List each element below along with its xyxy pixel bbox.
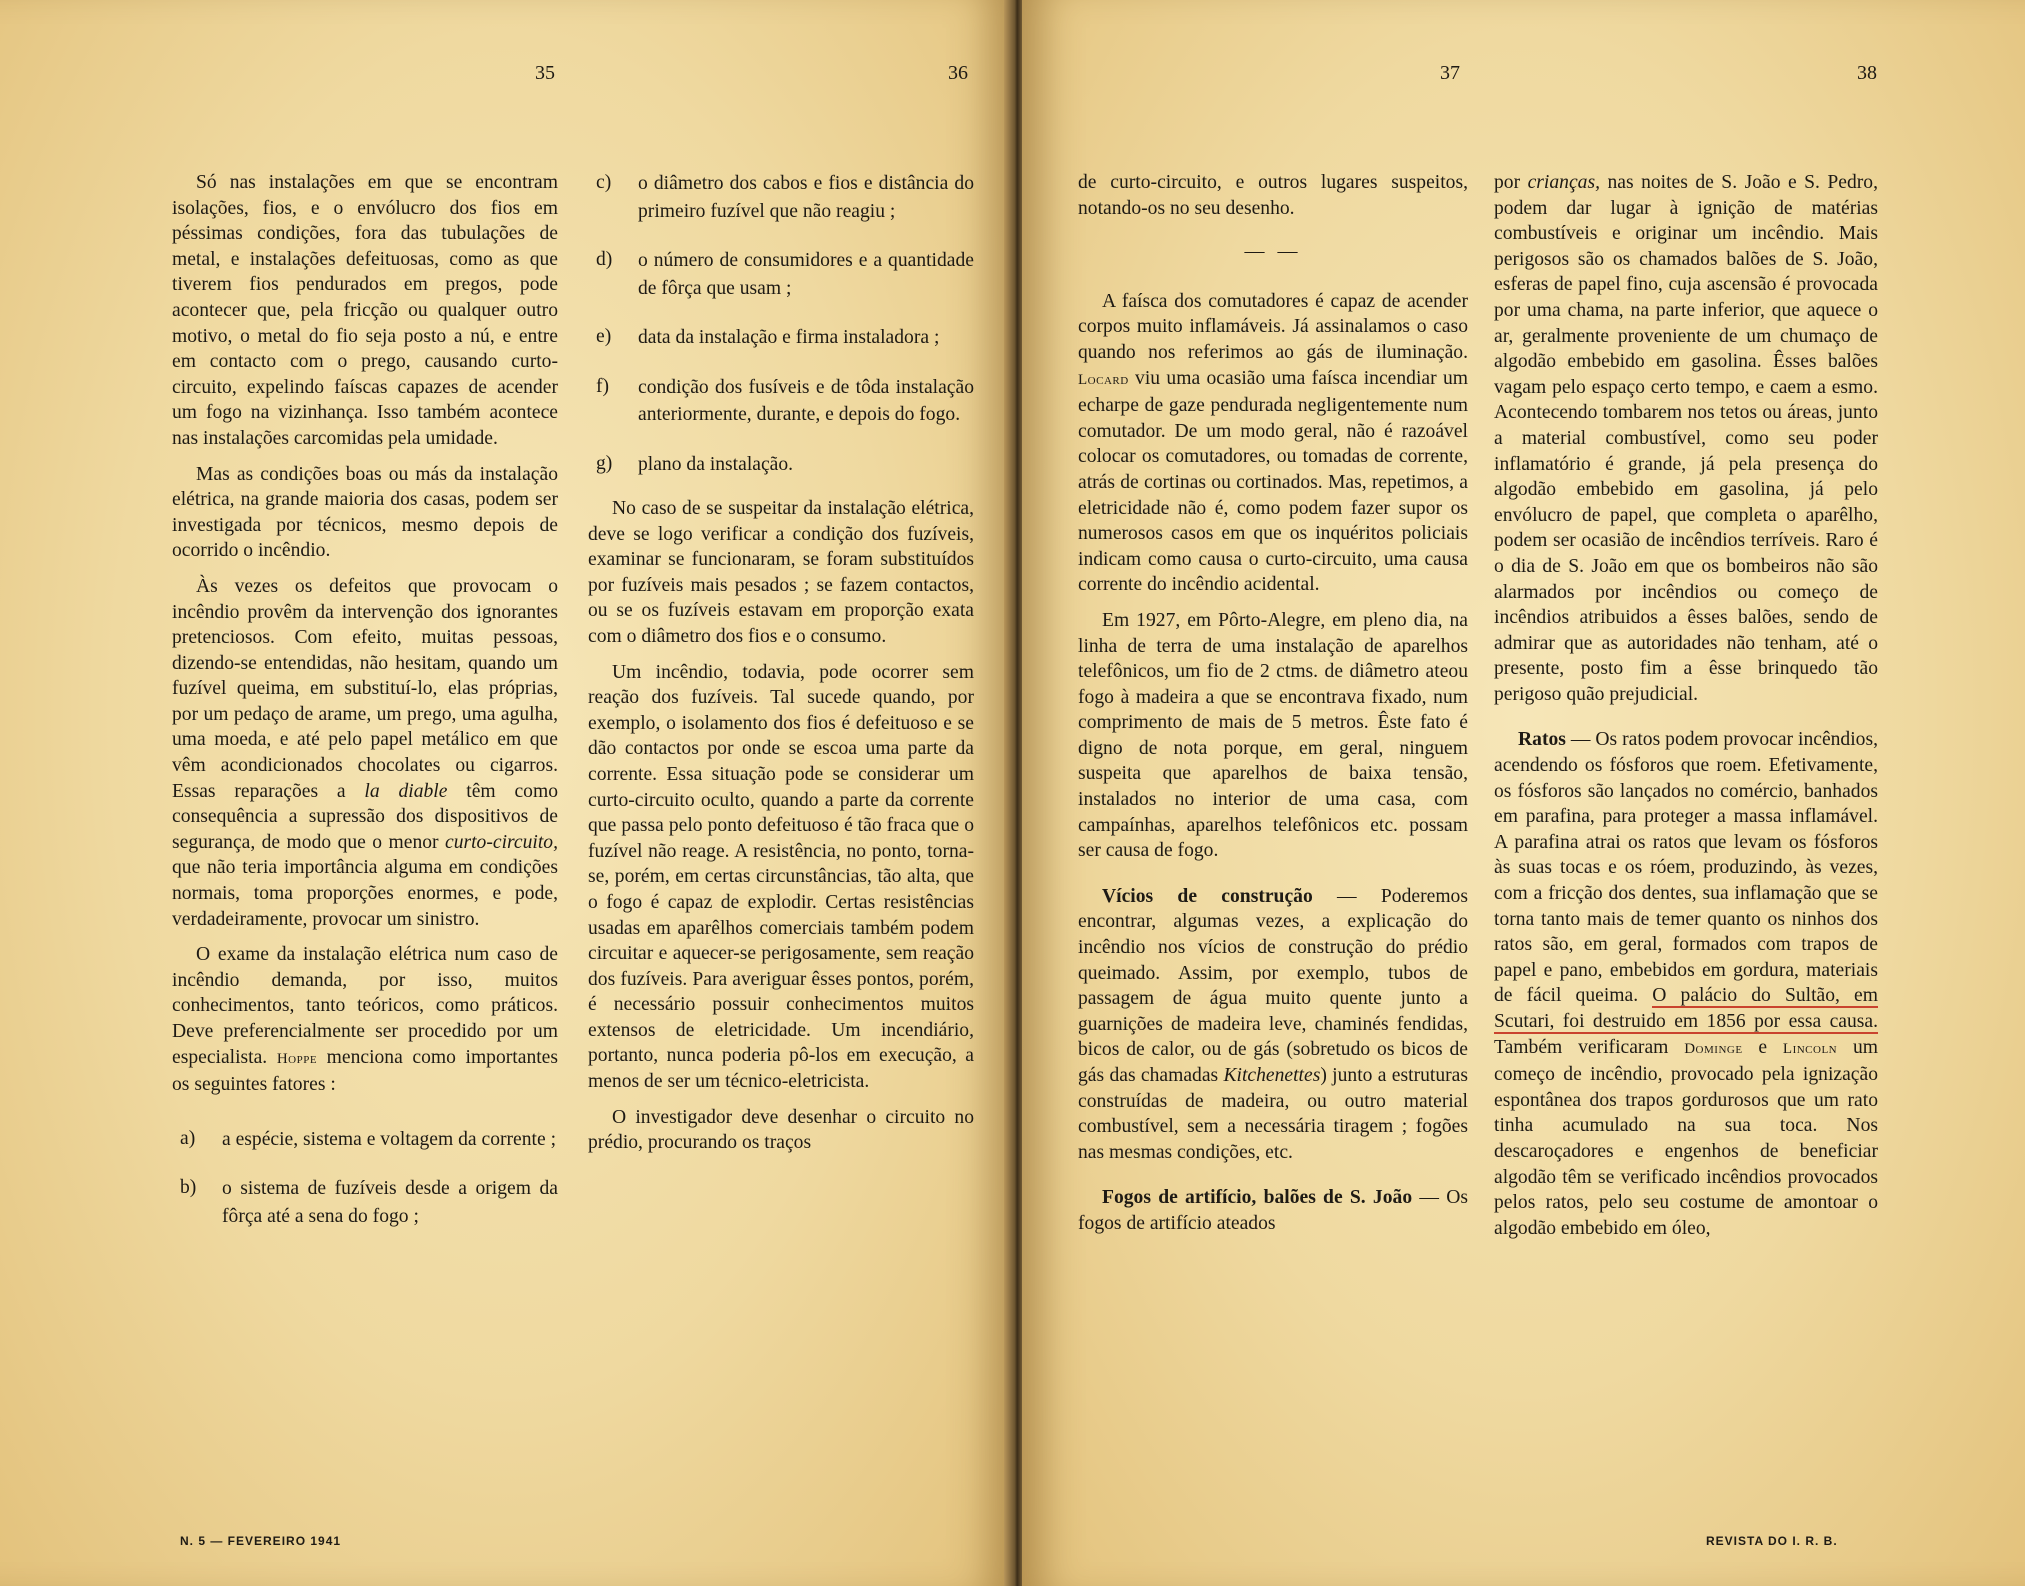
section-divider: — — [1244,240,1302,263]
author-name: Lincoln [1782,1040,1838,1057]
paragraph: Mas as condições boas ou más da instalação elétrica, na grande maioria dos casas, podem ser investigada por técnicos, mesmo depois de ocorrido o incêndio. [172,463,558,562]
list-item: b) o sistema de fuzíveis desde a origem da fôrça até a sena do fogo ; [180,1177,558,1227]
footer-issue: N. 5 — FEVEREIRO 1941 [180,1534,342,1548]
page-number-35: 35 [535,62,555,84]
list-item: c) o diâmetro dos cabos e fios e distância do primeiro fuzível que não reagiu ; [596,172,974,222]
paragraph: Vícios de construção — Poderemos encontrar, algumas vezes, a explicação do incêndio nos vícios de construção do prédio queimado. Assim, por exemplo, tubos de passagem de água muito quente junto a guarnições de madeira leve, chaminés fendidas, bicos de calor, ou de gás (sobretudo os bicos de gás das chamadas Kitchenettes) junto a estruturas construídas de madeira, ou outro material combustível, sem a necessária tiragem ; fogões nas mesmas condições, etc. [1078,885,1468,1163]
list-item: f) condição dos fusíveis e de tôda instalação anteriormente, durante, e depois do fogo. [596,375,974,425]
footer-journal: REVISTA DO I. R. B. [1706,1534,1838,1548]
paragraph: A faísca dos comutadores é capaz de acender corpos muito inflamáveis. Já assinalamos o caso quando nos referimos ao gás de iluminação. Locard viu uma ocasião uma faísca incendiar um echarpe de gaze pendurada negligentemente num comutador. De um modo geral, não é razoável colocar os comutadores, ou tomadas de corrente, atrás de cortinas ou cortinados. Mas, repetimos, a eletricidade não é, como podem fazer supor os numerosos casos em que os inquéritos policiais indicam como causa o curto-circuito, uma causa corrente do incêndio acidental. [1078,290,1468,596]
list-item: d) o número de consumidores e a quantidade de fôrça que usam ; [596,249,974,299]
paragraph: O exame da instalação elétrica num caso de incêndio demanda, por isso, muitos conhecimentos, tanto teóricos, como práticos. Deve preferencialmente ser procedido por um especialista. Hoppe menciona como importantes os seguintes fatores : [172,944,559,1096]
author-name: Locard [1078,371,1129,388]
left-page [0,0,1010,1586]
paragraph: Um incêndio, todavia, pode ocorrer sem reação dos fuzíveis. Tal sucede quando, por exemplo, o isolamento dos fios é defeituoso e se dão contactos por onde se escoa uma parte da corrente. Essa situação pode se considerar um curto-circuito oculto, quando a parte da corrente que passa pelo ponto defeituoso é tão fraca que o fuzível não reage. A resistência, no ponto, torna-se, porém, em certas circunstâncias, tão alta, que o fogo é capaz de explodir. Certas resistências usadas em aparêlhos comerciais também podem circuitar e aquecer-se perigosamente, sem reação dos fuzíveis. Para averiguar êsses pontos, porém, é necessário possuir conhecimentos muitos extensos de eletricidade. Um incendiário, portanto, nunca poderia pô-los em execução, a menos de ser um técnico-eletricista. [588,661,974,1093]
list-item: g) plano da instalação. [596,452,794,475]
paragraph: de curto-circuito, e outros lugares suspeitos, notando-os no seu desenho. [1078,172,1468,219]
paragraph: por crianças, nas noites de S. João e S. Pedro, podem dar lugar à ignição de matérias combustíveis e originar um incêndio. Mais perigosos são os chamados balões de S. João, esferas de papel fino, cuja ascensão é provocada por uma chama, na parte inferior, que aquece o ar, geralmente proveniente de um chumaço de algodão embebido em gasolina. Êsses balões vagam pelo espaço certo tempo, e caem a esmo. Acontecendo tombarem nos tetos ou áreas, junto a material combustível, como seu poder inflamatório é grande, já pela presença do algodão embebido em gasolina, já pelo envólucro de papel, que completa o aparêlho, podem ser ocasião de incêndios terríveis. Raro é o dia de S. João em que os bombeiros não são alarmados por incêndios ou começo de incêndios atribuidos a êsses balões, sendo de admirar que as autoridades não tenham, até o presente, posto fim a êsse brinquedo tão perigoso quão prejudicial. [1494,172,1879,705]
author-name: Hoppe [276,1050,318,1067]
paragraph: O investigador deve desenhar o circuito no prédio, procurando os traços [588,1106,974,1154]
right-page [1022,0,2025,1586]
section-heading: Vícios de construção [1102,885,1313,907]
section-heading: Fogos de artifício, balões de S. João [1102,1187,1413,1209]
paragraph: Fogos de artifício, balões de S. João — Os fogos de artifício ateados [1078,1187,1468,1234]
list-item: a) a espécie, sistema e voltagem da corrente ; [180,1127,557,1150]
paragraph: Ratos — Os ratos podem provocar incêndios, acendendo os fósforos que roem. Efetivamente, os fósforos são lançados no comércio, banhados em parafina, para proteger a massa inflamável. A parafina atrai os ratos que levam os fósforos às suas tocas e os róem, produzindo, às vezes, com a fricção dos dentes, sua inflamação que se torna tanto mais de temer quanto os ninhos dos ratos são, em geral, formados com trapos de papel e pano, embebidos em gordura, materiais de fácil queima. O palácio do Sultão, em Scutari, foi destruido em 1856 por essa causa. Também verificaram Dominge e Lincoln um começo de incêndio, provocado pela ignização espontânea dos trapos gordurosos que um rato tinha acumulado na sua toca. Nos descaroçadores e engenhos de beneficiar algodão têm se verificado incêndios provocados pelos ratos, pelo seu costume de amontoar o algodão embebido em óleo, [1494,729,1878,1239]
list-item: e) data da instalação e firma instaladora ; [596,326,940,348]
paragraph: Em 1927, em Pôrto-Alegre, em pleno dia, na linha de terra de uma instalação de aparelhos telefônicos, um fio de 2 ctms. de diâmetro ateou fogo à madeira a que se encontrava fixado, num comprimento de mais de 5 metros. Êste fato é digno de nota porque, em geral, ninguem suspeita que aparelhos de baixa tensão, instalados no interior de uma casa, com campaínhas, aparelhos telefônicos etc. possam ser causa de fogo. [1078,609,1468,862]
section-heading: Ratos [1518,729,1566,751]
author-name: Dominge [1684,1040,1743,1057]
page-number-36: 36 [948,62,968,84]
underlined-passage: O palácio do Sultão, em Scutari, foi destruido em 1856 por essa causa. [1494,985,1878,1032]
column-page-37 [1078,170,1468,1247]
column-page-38 [1494,170,1878,1251]
page-number-37: 37 [1440,62,1460,84]
column-page-35 [172,170,558,1252]
paragraph: Só nas instalações em que se encontram isolações, fios, e o envólucro dos fios em péssimas condições, fora das tubulações de metal, e instalações defeituosas, como as que tiverem fios pendurados em pregos, pode acontecer que, pela fricção ou qualquer outro motivo, o metal do fio seja posto a nú, e entre em contacto com o prego, causando curto-circuito, expelindo faíscas capazes de acender um fogo na vizinhança. Isso também acontece nas instalações carcomidas pela umidade. [172,172,558,449]
paragraph: No caso de se suspeitar da instalação elétrica, deve se logo verificar a condição dos fuzíveis, examinar se funcionaram, se foram substituídos por fuzíveis mais pesados ; se fazem contactos, ou se os fuzíveis estavam em proporção exata com o diâmetro dos fios e o consumo. [588,498,974,647]
column-page-36 [588,170,974,1166]
paragraph: Às vezes os defeitos que provocam o incêndio provêm da intervenção dos ignorantes pretenciosos. Com efeito, muitas pessoas, dizendo-se entendidas, não hesitam, quando um fuzível queima, em substituí-lo, elas próprias, por um pedaço de arame, um prego, uma agulha, uma moeda, e até pelo papel metálico em que vêm acondicionados chocolates ou cigarros. Essas reparações a la diable têm como consequência a supressão dos dispositivos de segurança, de modo que o menor curto-circuito, que não teria importância alguma em condições normais, toma proporções enormes, e pode, verdadeiramente, provocar um sinistro. [172,575,558,930]
page-number-38: 38 [1857,62,1877,84]
